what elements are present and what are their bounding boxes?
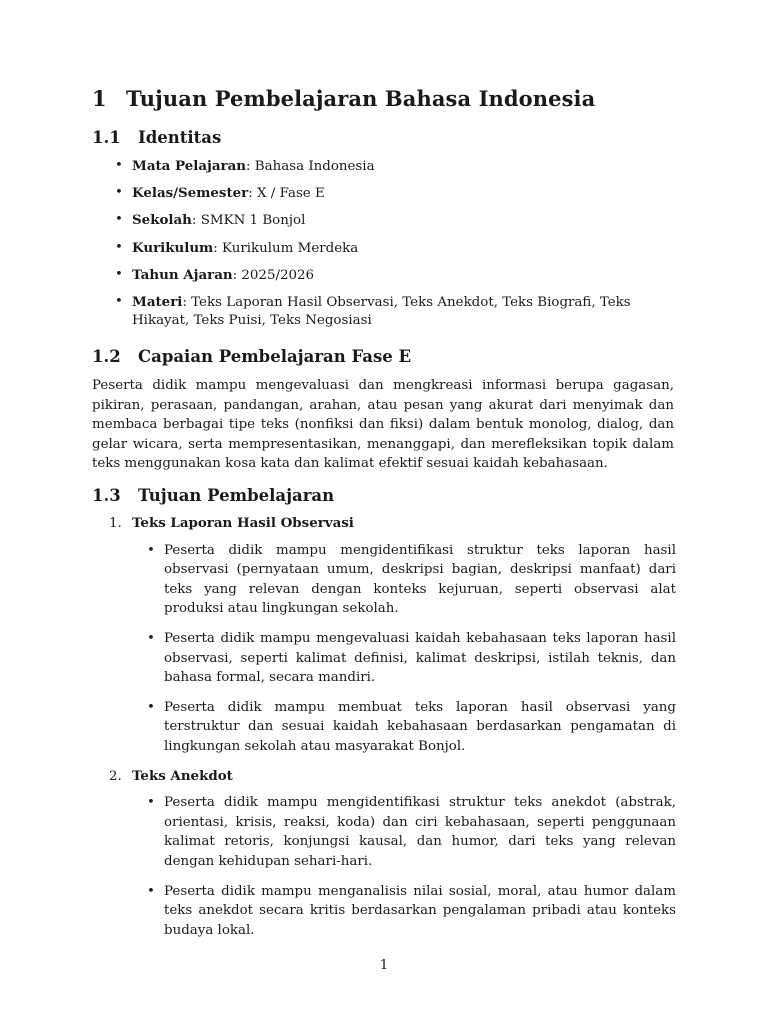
identitas-list: [92, 157, 682, 338]
identitas-value: X / Fase E: [257, 186, 325, 202]
identitas-label: Tahun Ajaran: [132, 266, 233, 283]
capaian-heading: [92, 347, 411, 366]
page-number: 1: [379, 958, 389, 973]
tujuan-points: [132, 541, 676, 757]
capaian-title: Capaian Pembelajaran Fase E: [138, 347, 412, 366]
identitas-item: • Tahun Ajaran: 2025/2026: [92, 266, 682, 285]
identitas-item: • Mata Pelajaran: Bahasa Indonesia: [92, 157, 682, 176]
tujuan-title: Tujuan Pembelajaran: [138, 486, 335, 505]
identitas-label: Mata Pelajaran: [132, 158, 247, 174]
identitas-label: Kurikulum: [132, 239, 214, 256]
tujuan-point: • Peserta didik mampu membuat teks laporan hasil observasi yang terstruktur dan sesuai kaidah kebahasaan berdasarkan pengamatan di lingkungan sekolah atau masyarakat Bonjol.: [132, 698, 676, 757]
identitas-label: Materi: [132, 293, 183, 310]
tujuan-point: • Peserta didik mampu mengidentifikasi struktur teks laporan hasil observasi (pernyataan umum, deskripsi bagian, deskripsi manfaat) dari teks yang relevan dengan konteks kejuruan, seperti observasi alat produksi atau lingkungan sekolah.: [132, 541, 676, 619]
identitas-title: Identitas: [138, 128, 222, 147]
identitas-label: Kelas/Semester: [132, 185, 249, 202]
tujuan-item-title: Teks Laporan Hasil Observasi: [132, 515, 354, 531]
section-heading: [92, 86, 595, 111]
tujuan-item: [92, 767, 676, 941]
identitas-item: • Kelas/Semester: X / Fase E: [92, 184, 682, 203]
capaian-paragraph: Peserta didik mampu mengevaluasi dan mengkreasi informasi berupa gagasan, pikiran, perasaan, pandangan, arahan, atau pesan yang akurat dari menyimak dan membaca berbagai tipe teks (nonfiksi dan fiksi) dalam bentuk monolog, dialog, dan gelar wicara, serta mempresentasikan, menanggapi, dan merefleksikan topik dalam teks menggunakan kosa kata dan kalimat efektif sesuai kaidah kebahasaan.: [92, 378, 674, 472]
tujuan-item-number: 1.: [109, 516, 122, 531]
tujuan-point: • Peserta didik mampu menganalisis nilai sosial, moral, atau humor dalam teks anekdot secara kritis berdasarkan pengalaman pribadi atau konteks budaya lokal.: [132, 882, 676, 941]
identitas-number: 1.1: [92, 128, 121, 147]
tujuan-point: • Peserta didik mampu mengevaluasi kaidah kebahasaan teks laporan hasil observasi, seperti kalimat definisi, kalimat deskripsi, istilah teknis, dan bahasa formal, secara mandiri.: [132, 629, 676, 688]
tujuan-points: [132, 793, 676, 940]
identitas-value: Kurikulum Merdeka: [222, 240, 359, 256]
tujuan-list: [92, 514, 676, 950]
tujuan-item: [92, 514, 676, 757]
tujuan-heading: [92, 486, 334, 505]
identitas-value: Teks Laporan Hasil Observasi, Teks Anekdot, Teks Biografi, Teks Hikayat, Teks Puisi, Teks Negosiasi: [132, 294, 631, 328]
tujuan-point: • Peserta didik mampu mengidentifikasi struktur teks anekdot (abstrak, orientasi, krisis, reaksi, koda) dan ciri kebahasaan, seperti penggunaan kalimat retoris, konjungsi kausal, dan humor, dari teks yang relevan dengan kehidupan sehari-hari.: [132, 793, 676, 871]
identitas-item: • Sekolah: SMKN 1 Bonjol: [92, 211, 682, 230]
identitas-item: • Materi: Teks Laporan Hasil Observasi, Teks Anekdot, Teks Biografi, Teks Hikayat, Teks Puisi, Teks Negosiasi: [92, 293, 682, 330]
capaian-number: 1.2: [92, 347, 121, 366]
identitas-value: SMKN 1 Bonjol: [200, 213, 306, 229]
identitas-label: Sekolah: [132, 212, 192, 229]
identitas-value: Bahasa Indonesia: [254, 159, 375, 174]
section-title: Tujuan Pembelajaran Bahasa Indonesia: [126, 86, 596, 111]
identitas-item: • Kurikulum: Kurikulum Merdeka: [92, 239, 682, 258]
tujuan-number: 1.3: [92, 486, 121, 505]
section-number: 1: [92, 86, 107, 111]
identitas-value: 2025/2026: [241, 267, 315, 283]
identitas-heading: [92, 128, 221, 147]
tujuan-item-number: 2.: [109, 768, 122, 784]
tujuan-item-title: Teks Anekdot: [132, 767, 233, 784]
